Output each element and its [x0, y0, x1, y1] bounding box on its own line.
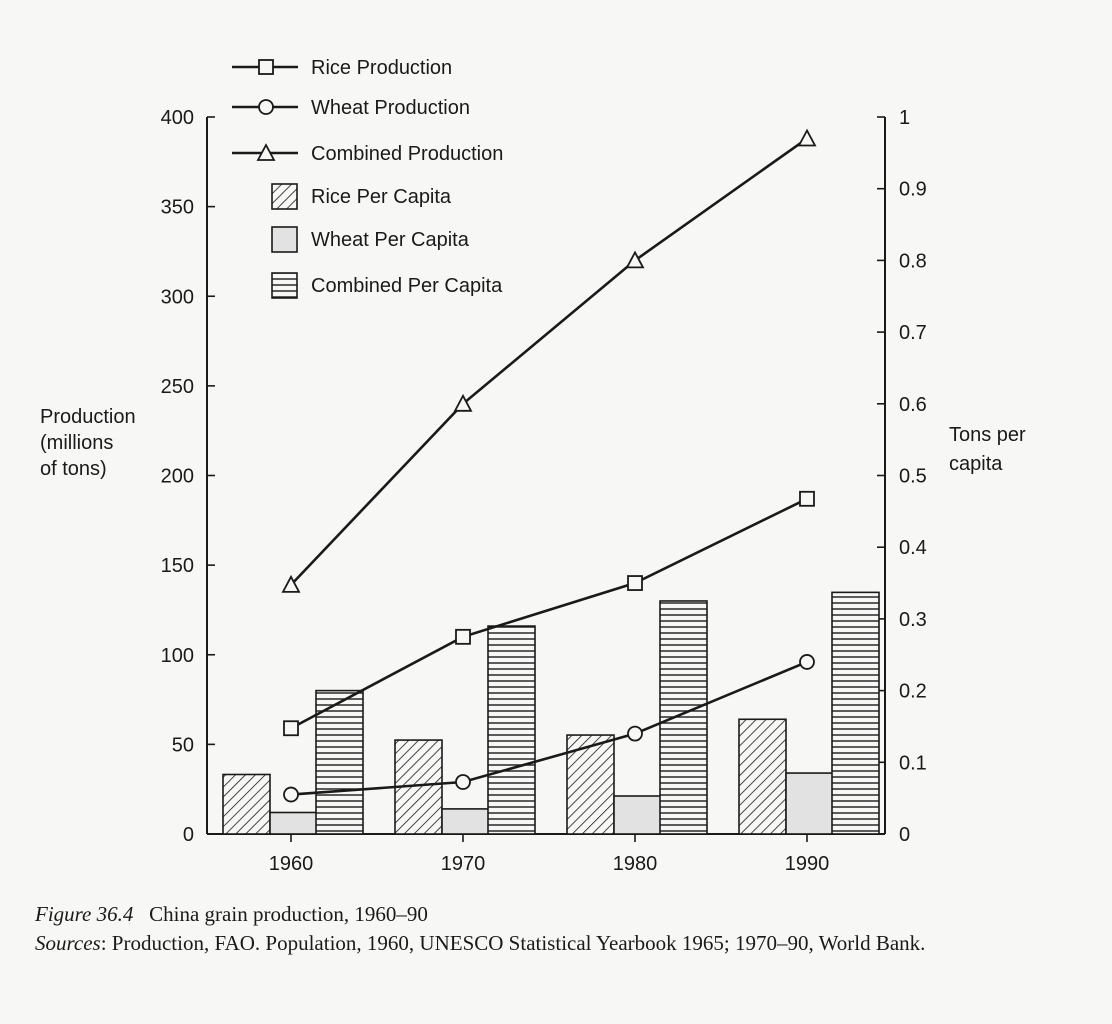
left-axis-title-line: Production [40, 406, 136, 428]
left-tick-label: 300 [160, 286, 194, 309]
point-wheat-production [628, 727, 642, 741]
point-rice-production [456, 630, 470, 644]
bar-combined-per-capita [660, 601, 707, 834]
left-tick-label: 50 [171, 734, 194, 757]
left-tick-label: 150 [160, 555, 194, 578]
legend-marker-wheat-production [259, 100, 273, 114]
bar-rice-per-capita [739, 719, 786, 834]
bar-wheat-per-capita [614, 796, 661, 834]
bar-rice-per-capita [223, 774, 270, 834]
caption-sources-line [35, 929, 1085, 958]
point-wheat-production [800, 655, 814, 669]
left-tick-label: 350 [160, 196, 194, 219]
point-rice-production [628, 576, 642, 590]
x-tick-label: 1960 [268, 853, 314, 875]
legend-label-combined-per-capita: Combined Per Capita [311, 275, 503, 297]
bar-wheat-per-capita [442, 809, 489, 834]
right-axis-title-line: capita [949, 453, 1003, 475]
left-axis-title-line: (millions [40, 432, 114, 454]
right-axis-title-line: Tons per [949, 424, 1026, 446]
right-tick-label: 0.4 [899, 537, 927, 560]
legend-label-combined-production: Combined Production [311, 143, 504, 165]
legend-marker-rice-production [259, 60, 273, 74]
bar-combined-per-capita [488, 626, 535, 834]
left-tick-label: 100 [160, 644, 194, 667]
legend-label-rice-production: Rice Production [311, 57, 453, 79]
legend-label-wheat-production: Wheat Production [311, 97, 470, 119]
right-tick-label: 0.7 [899, 322, 927, 345]
point-rice-production [800, 492, 814, 506]
line-wheat-production [291, 662, 807, 795]
left-tick-label: 200 [160, 465, 194, 488]
bar-wheat-per-capita [786, 773, 833, 834]
sources-label: Sources [35, 931, 101, 955]
right-tick-label: 0.2 [899, 680, 927, 703]
point-combined-production [627, 252, 643, 267]
point-combined-production [799, 131, 815, 146]
right-tick-label: 0.3 [899, 608, 927, 631]
bar-wheat-per-capita [270, 812, 317, 834]
x-tick-label: 1970 [440, 853, 486, 875]
caption-title-line [35, 900, 1085, 929]
point-rice-production [284, 721, 298, 735]
legend-label-rice-per-capita: Rice Per Capita [311, 186, 452, 208]
right-tick-label: 1 [899, 107, 911, 129]
point-wheat-production [456, 775, 470, 789]
legend-swatch-combined-per-capita [272, 273, 297, 298]
sources-text: : Production, FAO. Population, 1960, UNESCO Statistical Yearbook 1965; 1970–90, World Bank. [100, 931, 926, 955]
left-tick-label: 400 [160, 107, 194, 129]
figure-caption [35, 900, 1085, 958]
right-tick-label: 0 [899, 824, 911, 846]
right-tick-label: 0.6 [899, 393, 927, 416]
right-tick-label: 0.8 [899, 250, 927, 273]
right-tick-label: 0.5 [899, 465, 927, 488]
point-wheat-production [284, 788, 298, 802]
right-tick-label: 0.9 [899, 178, 927, 201]
legend-label-wheat-per-capita: Wheat Per Capita [311, 229, 469, 251]
left-tick-label: 250 [160, 375, 194, 398]
left-axis-title-line: of tons) [40, 458, 107, 480]
legend-swatch-wheat-per-capita [272, 227, 297, 252]
right-tick-label: 0.1 [899, 752, 927, 775]
figure-label: Figure 36.4 [35, 902, 134, 926]
figure-title: China grain production, 1960–90 [149, 902, 428, 926]
bar-combined-per-capita [832, 592, 879, 834]
legend-swatch-rice-per-capita [272, 184, 297, 209]
left-tick-label: 0 [182, 824, 194, 846]
x-tick-label: 1990 [784, 853, 830, 875]
x-tick-label: 1980 [612, 853, 658, 875]
